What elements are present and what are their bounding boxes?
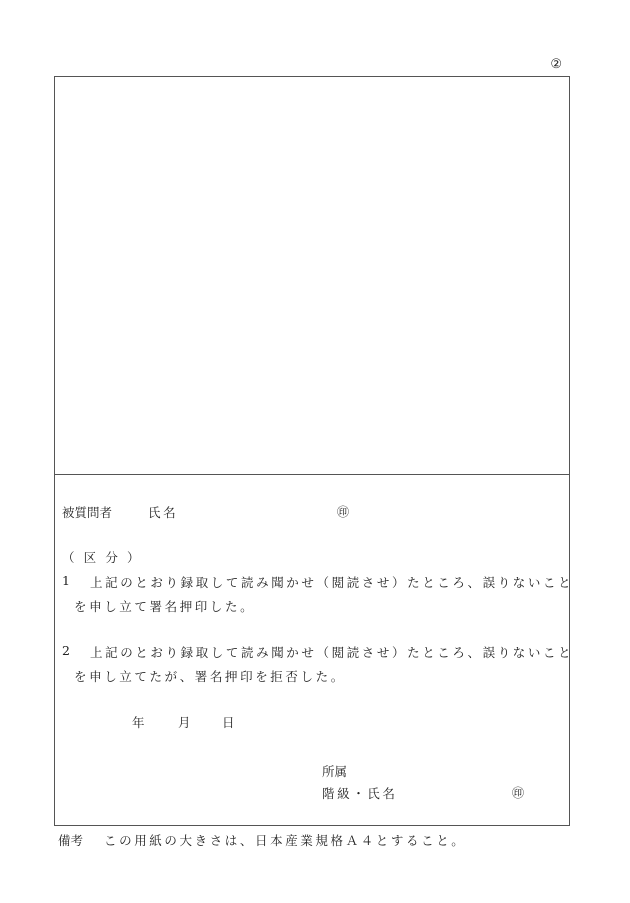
category-heading: （ 区 分 ） xyxy=(62,550,143,565)
category-item-2-number: 2 xyxy=(62,643,70,658)
category-item-2-line1: 上記のとおり録取して読み聞かせ（閲読させ）たところ、誤りないこと xyxy=(90,645,574,660)
category-item-1-number: 1 xyxy=(62,573,70,588)
category-item-1-line2: を申し立て署名押印した。 xyxy=(74,599,256,614)
note-text: この用紙の大きさは、日本産業規格Ａ４とすること。 xyxy=(104,833,467,848)
note-label: 備考 xyxy=(58,833,84,848)
page-number: ② xyxy=(550,57,562,72)
respondent-label: 被質問者 xyxy=(62,505,113,520)
date-year-label: 年 xyxy=(132,715,145,730)
officer-seal-mark: ㊞ xyxy=(512,786,525,800)
date-month-label: 月 xyxy=(178,715,191,730)
respondent-seal-mark: ㊞ xyxy=(337,505,350,519)
category-item-2-line2: を申し立てたが、署名押印を拒否した。 xyxy=(74,669,346,684)
officer-rank-name-label: 階級・氏名 xyxy=(322,786,398,801)
date-day-label: 日 xyxy=(222,715,235,730)
officer-affiliation-label: 所属 xyxy=(322,764,348,779)
respondent-name-label: 氏名 xyxy=(148,505,179,520)
category-item-1-line1: 上記のとおり録取して読み聞かせ（閲読させ）たところ、誤りないこと xyxy=(90,575,574,590)
form-divider xyxy=(54,474,570,475)
